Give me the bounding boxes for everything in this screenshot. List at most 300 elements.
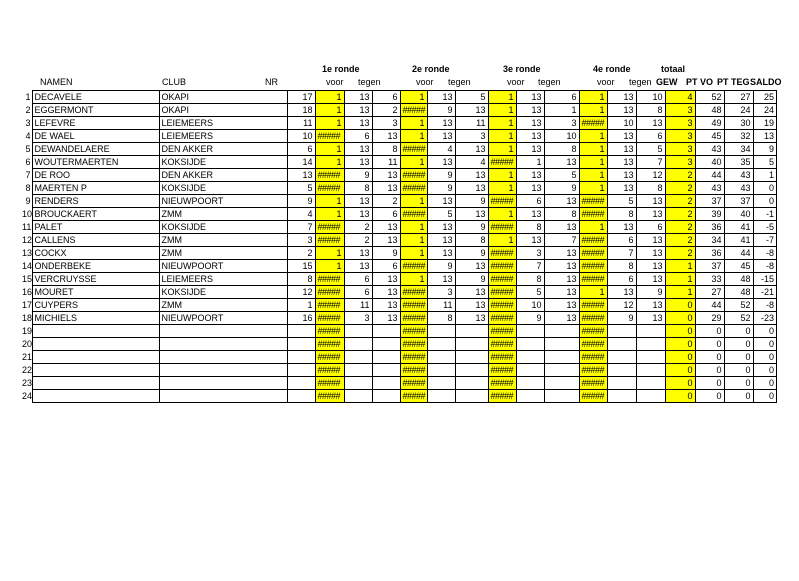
club-cell[interactable] <box>159 338 287 351</box>
r4-result-cell[interactable]: 1 <box>579 182 607 195</box>
nr-cell[interactable]: 7 <box>287 221 315 234</box>
r1-voor-cell[interactable]: 13 <box>344 104 372 117</box>
club-cell[interactable]: NIEUWPOORT <box>159 195 287 208</box>
saldo-cell[interactable]: -15 <box>753 273 777 286</box>
r3-tegen-cell[interactable]: 13 <box>544 273 579 286</box>
r2-tegen-cell[interactable]: 13 <box>455 260 488 273</box>
r3-result-cell[interactable]: ##### <box>488 377 516 390</box>
r3-tegen-cell[interactable]: 13 <box>544 299 579 312</box>
r1-tegen-cell[interactable]: 13 <box>372 299 400 312</box>
r3-voor-cell[interactable]: 13 <box>516 143 544 156</box>
r1-tegen-cell[interactable]: 6 <box>372 91 400 104</box>
r4-tegen-cell[interactable]: 13 <box>636 273 665 286</box>
gew-total-cell[interactable]: 2 <box>665 234 695 247</box>
r2-tegen-cell[interactable]: 13 <box>455 104 488 117</box>
r1-tegen-cell[interactable]: 13 <box>372 312 400 325</box>
club-cell[interactable]: LEIEMEERS <box>159 130 287 143</box>
r1-voor-cell[interactable]: 3 <box>344 312 372 325</box>
r2-result-cell[interactable]: 1 <box>400 234 427 247</box>
r2-tegen-cell[interactable]: 9 <box>455 247 488 260</box>
r4-voor-cell[interactable] <box>607 364 636 377</box>
r4-result-cell[interactable]: ##### <box>579 247 607 260</box>
pt-tegen-cell[interactable]: 43 <box>724 182 753 195</box>
gew-total-cell[interactable]: 0 <box>665 312 695 325</box>
name-cell[interactable] <box>32 338 159 351</box>
r1-tegen-cell[interactable]: 13 <box>372 130 400 143</box>
r4-tegen-cell[interactable] <box>636 390 665 403</box>
r1-voor-cell[interactable] <box>344 351 372 364</box>
r1-tegen-cell[interactable]: 8 <box>372 143 400 156</box>
r3-result-cell[interactable]: ##### <box>488 390 516 403</box>
r1-result-cell[interactable]: ##### <box>315 221 344 234</box>
pt-voor-cell[interactable]: 39 <box>695 208 724 221</box>
r3-voor-cell[interactable]: 5 <box>516 286 544 299</box>
saldo-cell[interactable]: 5 <box>753 156 777 169</box>
pt-tegen-cell[interactable]: 45 <box>724 260 753 273</box>
r2-result-cell[interactable]: ##### <box>400 208 427 221</box>
r1-result-cell[interactable]: ##### <box>315 351 344 364</box>
pt-voor-cell[interactable]: 48 <box>695 104 724 117</box>
r3-result-cell[interactable]: 1 <box>488 208 516 221</box>
r1-tegen-cell[interactable]: 6 <box>372 260 400 273</box>
r3-voor-cell[interactable]: 13 <box>516 182 544 195</box>
r2-tegen-cell[interactable]: 9 <box>455 221 488 234</box>
r4-voor-cell[interactable]: 13 <box>607 91 636 104</box>
pt-voor-cell[interactable]: 0 <box>695 338 724 351</box>
r3-voor-cell[interactable]: 3 <box>516 247 544 260</box>
r2-result-cell[interactable]: 1 <box>400 117 427 130</box>
name-cell[interactable]: BROUCKAERT <box>32 208 159 221</box>
r1-voor-cell[interactable]: 6 <box>344 130 372 143</box>
r1-tegen-cell[interactable]: 6 <box>372 208 400 221</box>
r1-voor-cell[interactable]: 13 <box>344 156 372 169</box>
saldo-cell[interactable]: 25 <box>753 91 777 104</box>
r2-result-cell[interactable]: ##### <box>400 338 427 351</box>
r3-voor-cell[interactable]: 10 <box>516 299 544 312</box>
r3-result-cell[interactable]: 1 <box>488 234 516 247</box>
gew-total-cell[interactable]: 3 <box>665 143 695 156</box>
name-cell[interactable]: CUYPERS <box>32 299 159 312</box>
pt-voor-cell[interactable]: 0 <box>695 325 724 338</box>
r2-tegen-cell[interactable]: 13 <box>455 299 488 312</box>
r4-tegen-cell[interactable]: 5 <box>636 143 665 156</box>
r2-voor-cell[interactable]: 13 <box>427 156 455 169</box>
r1-voor-cell[interactable]: 13 <box>344 247 372 260</box>
name-cell[interactable]: MOURET <box>32 286 159 299</box>
r3-tegen-cell[interactable] <box>544 325 579 338</box>
r3-voor-cell[interactable] <box>516 338 544 351</box>
r3-voor-cell[interactable]: 13 <box>516 208 544 221</box>
gew-total-cell[interactable]: 1 <box>665 273 695 286</box>
nr-cell[interactable]: 17 <box>287 91 315 104</box>
gew-total-cell[interactable]: 0 <box>665 325 695 338</box>
nr-cell[interactable]: 18 <box>287 104 315 117</box>
name-cell[interactable] <box>32 390 159 403</box>
r4-result-cell[interactable]: 1 <box>579 169 607 182</box>
r4-result-cell[interactable]: ##### <box>579 390 607 403</box>
r4-result-cell[interactable]: 1 <box>579 286 607 299</box>
pt-voor-cell[interactable]: 0 <box>695 390 724 403</box>
r4-tegen-cell[interactable]: 13 <box>636 312 665 325</box>
nr-cell[interactable]: 11 <box>287 117 315 130</box>
name-cell[interactable]: EGGERMONT <box>32 104 159 117</box>
nr-cell[interactable]: 8 <box>287 273 315 286</box>
r2-tegen-cell[interactable]: 9 <box>455 273 488 286</box>
r3-result-cell[interactable]: ##### <box>488 351 516 364</box>
nr-cell[interactable]: 5 <box>287 182 315 195</box>
r4-voor-cell[interactable]: 8 <box>607 260 636 273</box>
gew-total-cell[interactable]: 4 <box>665 91 695 104</box>
r3-voor-cell[interactable]: 8 <box>516 273 544 286</box>
nr-cell[interactable]: 13 <box>287 169 315 182</box>
r3-result-cell[interactable]: 1 <box>488 143 516 156</box>
nr-cell[interactable] <box>287 325 315 338</box>
r2-tegen-cell[interactable]: 13 <box>455 143 488 156</box>
r2-voor-cell[interactable]: 13 <box>427 91 455 104</box>
r1-result-cell[interactable]: ##### <box>315 273 344 286</box>
r4-tegen-cell[interactable] <box>636 364 665 377</box>
r3-voor-cell[interactable]: 1 <box>516 156 544 169</box>
r1-tegen-cell[interactable] <box>372 338 400 351</box>
r4-voor-cell[interactable]: 12 <box>607 299 636 312</box>
r3-voor-cell[interactable]: 13 <box>516 104 544 117</box>
r2-result-cell[interactable]: 1 <box>400 130 427 143</box>
gew-total-cell[interactable]: 2 <box>665 195 695 208</box>
gew-total-cell[interactable]: 3 <box>665 117 695 130</box>
r4-result-cell[interactable]: 1 <box>579 143 607 156</box>
r1-result-cell[interactable]: ##### <box>315 299 344 312</box>
r2-voor-cell[interactable] <box>427 338 455 351</box>
r3-tegen-cell[interactable]: 8 <box>544 208 579 221</box>
r4-result-cell[interactable]: ##### <box>579 338 607 351</box>
r3-tegen-cell[interactable]: 9 <box>544 182 579 195</box>
r3-voor-cell[interactable] <box>516 325 544 338</box>
pt-tegen-cell[interactable]: 24 <box>724 104 753 117</box>
club-cell[interactable]: DEN AKKER <box>159 169 287 182</box>
pt-voor-cell[interactable]: 0 <box>695 377 724 390</box>
r1-result-cell[interactable]: 1 <box>315 117 344 130</box>
club-cell[interactable] <box>159 390 287 403</box>
r2-voor-cell[interactable]: 13 <box>427 130 455 143</box>
gew-total-cell[interactable]: 2 <box>665 221 695 234</box>
gew-total-cell[interactable]: 1 <box>665 286 695 299</box>
name-cell[interactable]: DEWANDELAERE <box>32 143 159 156</box>
pt-tegen-cell[interactable]: 0 <box>724 351 753 364</box>
r3-tegen-cell[interactable]: 13 <box>544 195 579 208</box>
r2-voor-cell[interactable]: 8 <box>427 312 455 325</box>
pt-tegen-cell[interactable]: 0 <box>724 364 753 377</box>
r1-voor-cell[interactable]: 13 <box>344 208 372 221</box>
r4-result-cell[interactable]: 1 <box>579 156 607 169</box>
r4-result-cell[interactable]: ##### <box>579 208 607 221</box>
r3-tegen-cell[interactable] <box>544 364 579 377</box>
pt-voor-cell[interactable]: 37 <box>695 260 724 273</box>
saldo-cell[interactable]: -21 <box>753 286 777 299</box>
r3-tegen-cell[interactable]: 1 <box>544 104 579 117</box>
nr-cell[interactable]: 14 <box>287 156 315 169</box>
r3-result-cell[interactable]: ##### <box>488 364 516 377</box>
saldo-cell[interactable]: 0 <box>753 325 777 338</box>
r4-voor-cell[interactable]: 7 <box>607 247 636 260</box>
name-cell[interactable]: WOUTERMAERTEN <box>32 156 159 169</box>
r2-tegen-cell[interactable]: 8 <box>455 234 488 247</box>
r3-result-cell[interactable]: ##### <box>488 312 516 325</box>
club-cell[interactable] <box>159 325 287 338</box>
r1-tegen-cell[interactable]: 13 <box>372 286 400 299</box>
r4-voor-cell[interactable]: 13 <box>607 156 636 169</box>
pt-tegen-cell[interactable]: 0 <box>724 338 753 351</box>
r2-tegen-cell[interactable]: 13 <box>455 182 488 195</box>
r2-tegen-cell[interactable]: 11 <box>455 117 488 130</box>
pt-tegen-cell[interactable]: 34 <box>724 143 753 156</box>
saldo-cell[interactable]: -8 <box>753 247 777 260</box>
pt-tegen-cell[interactable]: 0 <box>724 390 753 403</box>
r1-result-cell[interactable]: ##### <box>315 130 344 143</box>
r4-voor-cell[interactable]: 13 <box>607 130 636 143</box>
r3-result-cell[interactable]: 1 <box>488 104 516 117</box>
saldo-cell[interactable]: 13 <box>753 130 777 143</box>
r1-tegen-cell[interactable]: 3 <box>372 117 400 130</box>
r3-result-cell[interactable]: ##### <box>488 260 516 273</box>
r4-tegen-cell[interactable] <box>636 351 665 364</box>
nr-cell[interactable]: 3 <box>287 234 315 247</box>
pt-tegen-cell[interactable]: 52 <box>724 299 753 312</box>
r3-result-cell[interactable]: ##### <box>488 221 516 234</box>
r3-result-cell[interactable]: ##### <box>488 338 516 351</box>
r2-voor-cell[interactable]: 4 <box>427 143 455 156</box>
r4-result-cell[interactable]: ##### <box>579 299 607 312</box>
club-cell[interactable]: ZMM <box>159 234 287 247</box>
r1-result-cell[interactable]: 1 <box>315 247 344 260</box>
r4-voor-cell[interactable]: 10 <box>607 117 636 130</box>
pt-tegen-cell[interactable]: 37 <box>724 195 753 208</box>
r4-voor-cell[interactable]: 13 <box>607 143 636 156</box>
r1-voor-cell[interactable]: 2 <box>344 234 372 247</box>
nr-cell[interactable]: 2 <box>287 247 315 260</box>
r1-result-cell[interactable]: ##### <box>315 390 344 403</box>
nr-cell[interactable]: 10 <box>287 130 315 143</box>
r4-tegen-cell[interactable]: 13 <box>636 299 665 312</box>
r4-voor-cell[interactable] <box>607 325 636 338</box>
r1-voor-cell[interactable] <box>344 338 372 351</box>
r4-voor-cell[interactable]: 13 <box>607 221 636 234</box>
r2-voor-cell[interactable]: 9 <box>427 182 455 195</box>
r1-tegen-cell[interactable] <box>372 325 400 338</box>
r3-result-cell[interactable]: ##### <box>488 286 516 299</box>
r3-tegen-cell[interactable]: 13 <box>544 260 579 273</box>
r4-voor-cell[interactable] <box>607 390 636 403</box>
r1-result-cell[interactable]: 1 <box>315 91 344 104</box>
r2-result-cell[interactable]: ##### <box>400 182 427 195</box>
pt-voor-cell[interactable]: 27 <box>695 286 724 299</box>
r1-result-cell[interactable]: ##### <box>315 182 344 195</box>
club-cell[interactable]: KOKSIJDE <box>159 156 287 169</box>
name-cell[interactable]: VERCRUYSSE <box>32 273 159 286</box>
r4-voor-cell[interactable]: 5 <box>607 195 636 208</box>
r2-result-cell[interactable]: ##### <box>400 143 427 156</box>
r2-voor-cell[interactable]: 9 <box>427 169 455 182</box>
r4-tegen-cell[interactable]: 13 <box>636 208 665 221</box>
name-cell[interactable]: DE ROO <box>32 169 159 182</box>
r2-tegen-cell[interactable]: 3 <box>455 130 488 143</box>
r3-tegen-cell[interactable]: 13 <box>544 286 579 299</box>
r2-result-cell[interactable]: ##### <box>400 169 427 182</box>
r3-tegen-cell[interactable]: 3 <box>544 117 579 130</box>
club-cell[interactable]: KOKSIJDE <box>159 182 287 195</box>
r2-result-cell[interactable]: ##### <box>400 299 427 312</box>
r1-tegen-cell[interactable]: 13 <box>372 234 400 247</box>
gew-total-cell[interactable]: 3 <box>665 130 695 143</box>
r2-voor-cell[interactable]: 13 <box>427 117 455 130</box>
r2-tegen-cell[interactable]: 13 <box>455 312 488 325</box>
r1-result-cell[interactable]: 1 <box>315 208 344 221</box>
name-cell[interactable]: LEFEVRE <box>32 117 159 130</box>
pt-tegen-cell[interactable]: 41 <box>724 221 753 234</box>
pt-voor-cell[interactable]: 36 <box>695 247 724 260</box>
r1-result-cell[interactable]: ##### <box>315 234 344 247</box>
r2-result-cell[interactable]: ##### <box>400 390 427 403</box>
saldo-cell[interactable]: 0 <box>753 390 777 403</box>
r1-result-cell[interactable]: 1 <box>315 104 344 117</box>
r1-tegen-cell[interactable]: 13 <box>372 273 400 286</box>
r4-result-cell[interactable]: ##### <box>579 351 607 364</box>
r4-tegen-cell[interactable]: 6 <box>636 221 665 234</box>
club-cell[interactable]: NIEUWPOORT <box>159 312 287 325</box>
r2-result-cell[interactable]: ##### <box>400 325 427 338</box>
pt-voor-cell[interactable]: 49 <box>695 117 724 130</box>
r2-voor-cell[interactable] <box>427 377 455 390</box>
r1-result-cell[interactable]: ##### <box>315 364 344 377</box>
saldo-cell[interactable]: -23 <box>753 312 777 325</box>
pt-tegen-cell[interactable]: 41 <box>724 234 753 247</box>
club-cell[interactable]: KOKSIJDE <box>159 286 287 299</box>
r3-result-cell[interactable]: ##### <box>488 156 516 169</box>
r2-voor-cell[interactable] <box>427 325 455 338</box>
r3-tegen-cell[interactable] <box>544 351 579 364</box>
club-cell[interactable]: OKAPI <box>159 91 287 104</box>
pt-tegen-cell[interactable]: 35 <box>724 156 753 169</box>
r1-tegen-cell[interactable] <box>372 364 400 377</box>
r4-tegen-cell[interactable]: 9 <box>636 286 665 299</box>
r1-voor-cell[interactable] <box>344 364 372 377</box>
pt-tegen-cell[interactable]: 27 <box>724 91 753 104</box>
r4-tegen-cell[interactable] <box>636 325 665 338</box>
r2-voor-cell[interactable]: 13 <box>427 221 455 234</box>
r2-tegen-cell[interactable]: 13 <box>455 208 488 221</box>
saldo-cell[interactable]: 19 <box>753 117 777 130</box>
r1-result-cell[interactable]: ##### <box>315 169 344 182</box>
pt-voor-cell[interactable]: 43 <box>695 182 724 195</box>
r4-voor-cell[interactable] <box>607 351 636 364</box>
saldo-cell[interactable]: 1 <box>753 169 777 182</box>
gew-total-cell[interactable]: 0 <box>665 351 695 364</box>
r4-voor-cell[interactable]: 9 <box>607 312 636 325</box>
r2-result-cell[interactable]: ##### <box>400 260 427 273</box>
r2-tegen-cell[interactable]: 4 <box>455 156 488 169</box>
r3-result-cell[interactable]: 1 <box>488 117 516 130</box>
r3-voor-cell[interactable]: 13 <box>516 117 544 130</box>
saldo-cell[interactable]: -8 <box>753 299 777 312</box>
r2-voor-cell[interactable]: 9 <box>427 260 455 273</box>
gew-total-cell[interactable]: 2 <box>665 247 695 260</box>
pt-tegen-cell[interactable]: 0 <box>724 325 753 338</box>
saldo-cell[interactable]: 0 <box>753 351 777 364</box>
r2-result-cell[interactable]: ##### <box>400 286 427 299</box>
r3-result-cell[interactable]: 1 <box>488 130 516 143</box>
pt-tegen-cell[interactable]: 44 <box>724 247 753 260</box>
r4-tegen-cell[interactable]: 13 <box>636 117 665 130</box>
r2-result-cell[interactable]: 1 <box>400 91 427 104</box>
r1-tegen-cell[interactable]: 2 <box>372 195 400 208</box>
r4-tegen-cell[interactable]: 13 <box>636 234 665 247</box>
pt-voor-cell[interactable]: 34 <box>695 234 724 247</box>
r1-voor-cell[interactable]: 13 <box>344 195 372 208</box>
r3-tegen-cell[interactable] <box>544 377 579 390</box>
r1-voor-cell[interactable] <box>344 325 372 338</box>
r1-tegen-cell[interactable]: 13 <box>372 221 400 234</box>
r2-tegen-cell[interactable]: 13 <box>455 286 488 299</box>
r2-voor-cell[interactable]: 11 <box>427 299 455 312</box>
saldo-cell[interactable]: 24 <box>753 104 777 117</box>
r3-tegen-cell[interactable]: 6 <box>544 91 579 104</box>
r1-tegen-cell[interactable] <box>372 377 400 390</box>
name-cell[interactable]: ONDERBEKE <box>32 260 159 273</box>
name-cell[interactable]: CALLENS <box>32 234 159 247</box>
r2-voor-cell[interactable] <box>427 364 455 377</box>
r1-tegen-cell[interactable]: 9 <box>372 247 400 260</box>
pt-voor-cell[interactable]: 0 <box>695 351 724 364</box>
nr-cell[interactable] <box>287 338 315 351</box>
r4-voor-cell[interactable] <box>607 338 636 351</box>
r4-tegen-cell[interactable]: 13 <box>636 247 665 260</box>
saldo-cell[interactable]: 0 <box>753 182 777 195</box>
pt-voor-cell[interactable]: 45 <box>695 130 724 143</box>
pt-voor-cell[interactable]: 29 <box>695 312 724 325</box>
r4-voor-cell[interactable]: 6 <box>607 273 636 286</box>
nr-cell[interactable]: 15 <box>287 260 315 273</box>
club-cell[interactable] <box>159 364 287 377</box>
r1-result-cell[interactable]: ##### <box>315 312 344 325</box>
r1-voor-cell[interactable]: 9 <box>344 169 372 182</box>
r1-voor-cell[interactable] <box>344 390 372 403</box>
nr-cell[interactable] <box>287 377 315 390</box>
r2-result-cell[interactable]: 1 <box>400 247 427 260</box>
r4-tegen-cell[interactable]: 13 <box>636 195 665 208</box>
nr-cell[interactable]: 1 <box>287 299 315 312</box>
r4-result-cell[interactable]: ##### <box>579 325 607 338</box>
r1-voor-cell[interactable]: 11 <box>344 299 372 312</box>
saldo-cell[interactable]: -5 <box>753 221 777 234</box>
nr-cell[interactable]: 12 <box>287 286 315 299</box>
r1-result-cell[interactable]: ##### <box>315 377 344 390</box>
r3-tegen-cell[interactable]: 13 <box>544 221 579 234</box>
r2-result-cell[interactable]: 1 <box>400 273 427 286</box>
r4-voor-cell[interactable] <box>607 377 636 390</box>
gew-total-cell[interactable]: 0 <box>665 299 695 312</box>
r3-tegen-cell[interactable] <box>544 390 579 403</box>
saldo-cell[interactable]: -1 <box>753 208 777 221</box>
club-cell[interactable]: DEN AKKER <box>159 143 287 156</box>
gew-total-cell[interactable]: 2 <box>665 182 695 195</box>
r1-tegen-cell[interactable] <box>372 351 400 364</box>
r4-tegen-cell[interactable] <box>636 338 665 351</box>
r2-voor-cell[interactable] <box>427 351 455 364</box>
name-cell[interactable]: MICHIELS <box>32 312 159 325</box>
r3-voor-cell[interactable] <box>516 377 544 390</box>
r3-result-cell[interactable]: 1 <box>488 169 516 182</box>
saldo-cell[interactable]: 0 <box>753 377 777 390</box>
r2-tegen-cell[interactable]: 13 <box>455 169 488 182</box>
